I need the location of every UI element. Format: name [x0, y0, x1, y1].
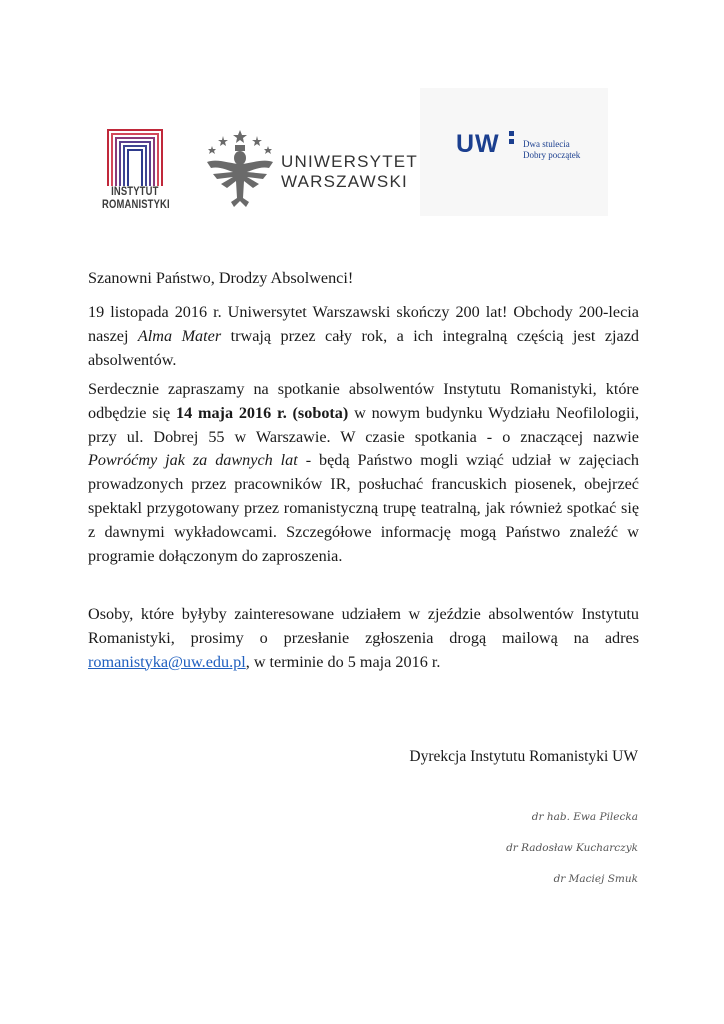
instytut-romanistyki-logo [102, 124, 168, 216]
uw-200-years-logo [420, 88, 608, 216]
uw-tagline-1: Dwa stulecia [523, 139, 570, 149]
uw-mark: UW [456, 130, 500, 158]
signature-2: dr Radosław Kucharczyk [506, 842, 638, 854]
paragraph-anniversary [88, 301, 639, 372]
p2-event-name: Powróćmy jak za dawnych lat [88, 451, 298, 470]
p1-text-b: trwają przez cały rok, a ich integralną częścią jest zjazd absolwentów. [88, 326, 639, 369]
paragraph-registration [88, 603, 639, 674]
email-link[interactable]: romanistyka@uw.edu.pl [88, 652, 246, 671]
paragraph-invitation [88, 378, 639, 568]
uw-tagline-2: Dobry początek [523, 150, 581, 160]
p2-text-c: - będą Państwo mogli wziąć udział w zajęciach prowadzonych przez pracowników IR, posłuchać francuskich piosenek, obejrzeć spektakl przygotowany przez romanistyczną trupę teatralną, jak również spotkać się z dawnymi wykładowcami. Szczegółowe informację mogą Państwo znaleźć w programie dołączonym do zaproszenia. [88, 451, 639, 565]
signature-3: dr Maciej Smuk [553, 873, 638, 885]
p3-text-a: Osoby, które byłyby zainteresowane udziałem w zjeździe absolwentów Instytutu Romanistyki, prosimy o przesłanie zgłoszenia drogą mailową na adres [88, 605, 639, 647]
uw-colon-icon [508, 130, 516, 146]
p3-text-b: , w terminie do 5 maja 2016 r. [245, 652, 441, 671]
greeting: Szanowni Państwo, Drodzy Absolwenci! [88, 269, 354, 287]
ir-logo-line2: ROMANISTYKI [102, 199, 170, 211]
p2-text-b: w nowym budynku Wydziału Neofilologii, przy ul. Dobrej 55 w Warszawie. W czasie spotkania - o znaczącej nazwie [88, 403, 639, 446]
p2-date: 14 maja 2016 r. (sobota) [176, 403, 349, 422]
p2-text-a: Serdecznie zapraszamy na spotkanie absolwentów Instytutu Romanistyki, które odbędzie się [88, 380, 639, 422]
uw-logo-line2: WARSZAWSKI [281, 172, 408, 191]
p1-text-a: 19 listopada 2016 r. Uniwersytet Warszawski skończy 200 lat! Obchody 200-lecia naszej [88, 303, 639, 345]
p1-alma-mater: Alma Mater [137, 326, 222, 345]
signature-1: dr hab. Ewa Pilecka [531, 811, 638, 823]
ir-arch-icon [102, 124, 168, 186]
eagle-icon [203, 128, 277, 212]
uw-logo-line1: UNIWERSYTET [281, 152, 418, 171]
uniwersytet-warszawski-logo [203, 128, 418, 212]
ir-logo-line1: INSTYTUT [111, 186, 159, 198]
signoff: Dyrekcja Instytutu Romanistyki UW [409, 748, 638, 765]
